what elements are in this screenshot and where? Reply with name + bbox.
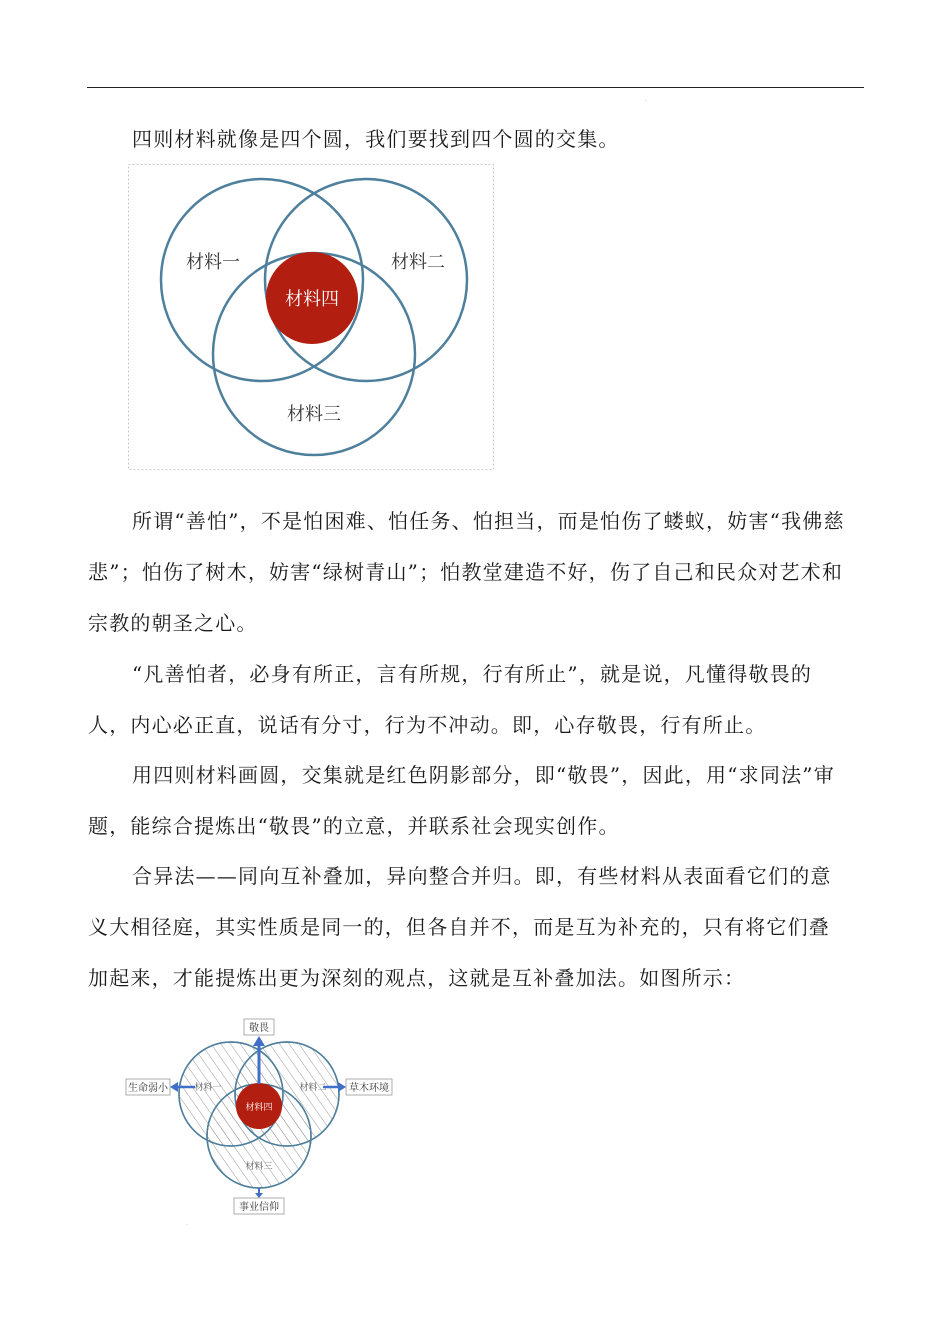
venn-diagram-2: [120, 1012, 410, 1218]
label2-material-1: 材料一: [194, 1083, 222, 1093]
paragraph-heyi: 合异法——同向互补叠加，异向整合并归。即，有些材料从表面看它们的意义大相径庭，其实性质是同一的，但各自并不，而是互为补充的，只有将它们叠加起来，才能提炼出更为深刻的观点，这就是互补叠加法。如图所示：: [88, 864, 832, 990]
box-jingwei: 敬畏: [249, 1023, 269, 1034]
paragraph-fan-shanpa: “凡善怕者，必身有所正，言有所规，行有所止”，就是说，凡懂得敬畏的人，内心必正直，说话有分寸，行为不冲动。即，心存敬畏，行有所止。: [88, 662, 813, 737]
arrow-down-head: [255, 1193, 263, 1198]
scan-dot-2: .: [186, 1220, 188, 1227]
intro-paragraph: 四则材料就像是四个圆，我们要找到四个圆的交集。: [132, 127, 620, 151]
paragraph-shanpa: 所谓“善怕”，不是怕困难、怕任务、怕担当，而是怕伤了蝼蚁，妨害“我佛慈悲”；怕伤了树木，妨害“绿树青山”；怕教堂建造不好，伤了自己和民众对艺术和宗教的朝圣之心。: [88, 509, 845, 635]
arrow-up-head: [253, 1036, 265, 1046]
arrow-left-head: [170, 1082, 178, 1092]
label2-material-4: 材料四: [245, 1103, 273, 1113]
box-shengming: 生命弱小: [128, 1083, 168, 1094]
venn-diagram-1: [128, 164, 494, 470]
label-material-4: 材料四: [285, 289, 339, 310]
label2-material-3: 材料三: [245, 1162, 273, 1172]
label-material-2: 材料二: [391, 252, 445, 273]
label-material-3: 材料三: [287, 404, 341, 425]
box-shiye: 事业信仰: [239, 1202, 279, 1213]
arrow-right-head: [338, 1082, 346, 1092]
header-rule: [87, 87, 864, 88]
label2-material-2: 材料二: [299, 1083, 327, 1093]
label-material-1: 材料一: [186, 252, 240, 273]
paragraph-qiutong: 用四则材料画圆，交集就是红色阴影部分，即“敬畏”，因此，用“求同法”审题，能综合提炼出“敬畏”的立意，并联系社会现实创作。: [88, 763, 835, 838]
box-caomu: 草木环境: [349, 1083, 389, 1094]
scan-dot: .: [645, 96, 647, 103]
